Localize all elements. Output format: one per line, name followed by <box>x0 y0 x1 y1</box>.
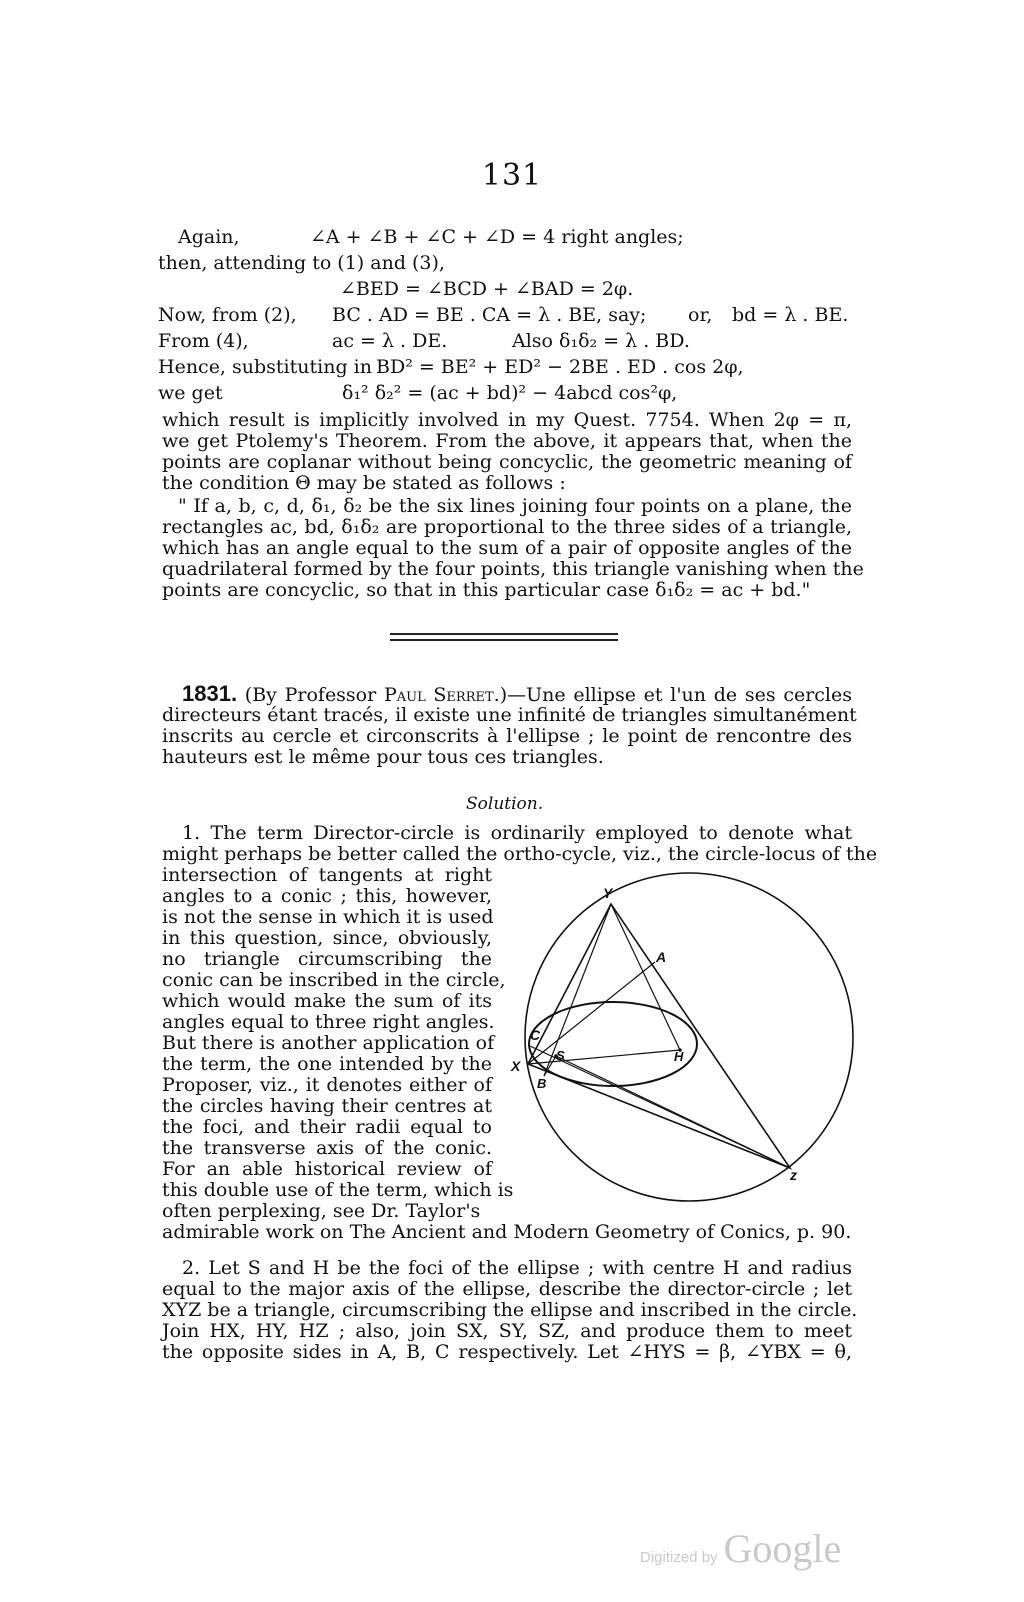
we-get-equation: δ₁² δ₂² = (ac + bd)² − 4abcd cos²φ, <box>342 382 678 404</box>
quote-line: rectangles ac, bd, δ₁δ₂ are proportional to the three sides of a triangle, <box>162 516 852 538</box>
solution-heading: Solution. <box>466 794 544 814</box>
quote-line: " If a, b, c, d, δ₁, δ₂ be the six lines joining four points on a plane, the <box>178 495 852 517</box>
solution2-line: 2. Let S and H be the foci of the ellipse ; with centre H and radius <box>182 1257 852 1279</box>
solution-narrow-line: no triangle circumscribing the <box>162 948 492 970</box>
line-yh <box>611 904 680 1050</box>
label-s: S <box>556 1048 565 1063</box>
solution-narrow-line: intersection of tangents at right <box>162 864 492 886</box>
question-first-line <box>182 683 852 706</box>
solution-narrow-line: is not the sense in which it is used <box>162 906 494 928</box>
digitized-text: Digitized by <box>640 1549 718 1566</box>
label-c: C <box>530 1027 541 1043</box>
triangle-xyz <box>528 904 790 1168</box>
line-xa <box>528 962 655 1064</box>
from4-equation: ac = λ . DE. <box>332 330 448 352</box>
digitized-footer <box>640 1525 841 1572</box>
solution-narrow-line: conic can be inscribed in the circle, <box>162 969 506 991</box>
solution-narrow-line: angles equal to three right angles. <box>162 1011 495 1033</box>
label-z: z <box>790 1167 797 1183</box>
label-y: Y <box>603 885 613 901</box>
solution-narrow-line: For an able historical review of <box>162 1158 492 1180</box>
page-number: 131 <box>481 158 543 193</box>
question-first-line-rest: )—Une ellipse et l'un de ses cercles <box>499 684 852 706</box>
solution-narrow-line: the transverse axis of the conic. <box>162 1137 492 1159</box>
solution2-line: XYZ be a triangle, circumscribing the ellipse and inscribed in the circle. <box>162 1299 858 1321</box>
solution-narrow-line: which would make the sum of its <box>162 990 492 1012</box>
separator-rule-top <box>390 633 618 635</box>
solution-line: 1. The term Director-circle is ordinarily employed to denote what <box>182 822 852 844</box>
attending-line: then, attending to (1) and (3), <box>158 252 445 274</box>
question-author: Paul Serret. <box>383 684 500 706</box>
solution2-line: equal to the major axis of the ellipse, describe the director-circle ; let <box>162 1278 852 1300</box>
now-bd-equation: bd = λ . BE. <box>732 304 849 326</box>
from4-also: Also δ₁δ₂ = λ . BD. <box>512 330 690 352</box>
solution-line: admirable work on The Ancient and Modern Geometry of Conics, p. 90. <box>162 1221 852 1243</box>
paragraph-line: which result is implicitly involved in my Quest. 7754. When 2φ = π, <box>162 409 852 431</box>
again-label: Again, <box>178 226 240 248</box>
question-line: inscrits au cercle et circonscrits à l'ellipse ; le point de rencontre des <box>162 725 852 747</box>
google-logo: Google <box>723 1526 842 1571</box>
hence-label: Hence, substituting in <box>158 356 372 378</box>
label-b: B <box>537 1076 547 1091</box>
paragraph-line: we get Ptolemy's Theorem. From the above, it appears that, when the <box>162 430 852 452</box>
solution-narrow-line: often perplexing, see Dr. Taylor's <box>162 1200 481 1222</box>
solution-narrow-line: the term, the one intended by the <box>162 1053 492 1075</box>
paragraph-line: the condition Θ may be stated as follows : <box>162 472 566 494</box>
from4-label: From (4), <box>158 330 249 352</box>
solution-narrow-line: angles to a conic ; this, however, <box>162 885 492 907</box>
label-a: A <box>656 949 667 965</box>
solution2-line: Join HX, HY, HZ ; also, join SX, SY, SZ, and produce them to meet <box>162 1320 852 1342</box>
now-equation: BC . AD = BE . CA = λ . BE, say; <box>332 304 647 326</box>
solution-narrow-line: Proposer, viz., it denotes either of <box>162 1074 492 1096</box>
solution2-line: the opposite sides in A, B, C respectively. Let ∠HYS = β, ∠YBX = θ, <box>162 1341 852 1363</box>
quote-line: quadrilateral formed by the four points, this triangle vanishing when the <box>162 558 864 580</box>
line-ys <box>544 904 611 1076</box>
we-get-label: we get <box>158 382 223 404</box>
label-x: X <box>511 1058 521 1074</box>
quote-line: which has an angle equal to the sum of a pair of opposite angles of the <box>162 537 852 559</box>
question-by: (By Professor <box>244 684 377 706</box>
director-circle <box>525 873 853 1201</box>
label-h: H <box>674 1049 684 1064</box>
paragraph-line: points are coplanar without being concyclic, the geometric meaning of <box>162 451 852 473</box>
now-label: Now, from (2), <box>158 304 297 326</box>
separator-rule-bottom <box>390 639 618 641</box>
solution-narrow-line: the circles having their centres at <box>162 1095 492 1117</box>
bed-equation: ∠BED = ∠BCD + ∠BAD = 2φ. <box>340 278 634 300</box>
question-line: directeurs étant tracés, il existe une infinité de triangles simultanément <box>162 704 857 726</box>
angle-sum-equation: ∠A + ∠B + ∠C + ∠D = 4 right angles; <box>310 226 684 248</box>
question-number: 1831. <box>182 681 238 706</box>
solution-narrow-line: the foci, and their radii equal to <box>162 1116 492 1138</box>
director-circle-figure <box>500 868 880 1208</box>
solution-narrow-line: But there is another application of <box>162 1032 495 1054</box>
quote-line: points are concyclic, so that in this particular case δ₁δ₂ = ac + bd." <box>162 579 811 601</box>
question-line: hauteurs est le même pour tous ces triangles. <box>162 746 604 768</box>
now-or: or, <box>688 304 713 326</box>
solution-narrow-line: in this question, since, obviously, <box>162 927 492 949</box>
solution-line: might perhaps be better called the ortho-cycle, viz., the circle-locus of the <box>162 843 878 865</box>
solution-narrow-line: this double use of the term, which is <box>162 1179 514 1201</box>
hence-equation: BD² = BE² + ED² − 2BE . ED . cos 2φ, <box>376 356 744 378</box>
